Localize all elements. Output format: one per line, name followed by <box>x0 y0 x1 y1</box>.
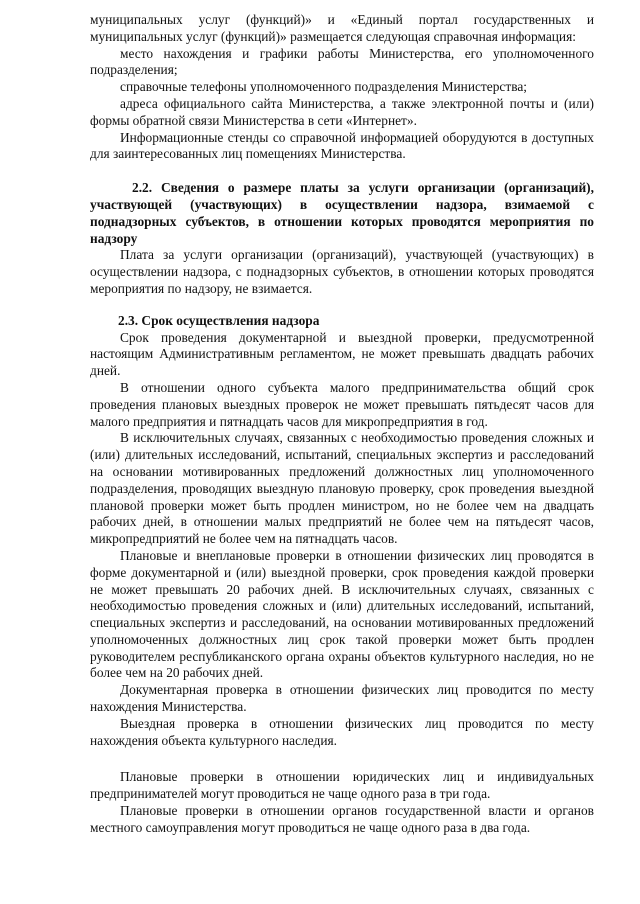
paragraph-info-stands: Информационные стенды со справочной информацией оборудуются в доступных для заинтересованных лиц помещениях Министерства. <box>90 129 594 162</box>
paragraph-government-bodies: Плановые проверки в отношении органов государственной власти и органов местного самоуправления могут проводиться не чаще одного раза в два года. <box>90 803 594 835</box>
paragraph-exceptional-cases: В исключительных случаях, связанных с необходимостью проведения сложных и (или) длительных исследований, испытаний, специальных экспертиз и расследований на основании мотивированных предложений должностных лиц уполномоченного подразделения, проводящих выездную плановую проверку, срок проведения выездной плановой проверки может быть продлен министром, но не более чем на двадцать рабочих дней, в отношении малых предприятий не более чем на пятьдесят часов, микропредприятий не более чем на пятнадцать часов. <box>90 430 594 547</box>
paragraph-addresses: адреса официального сайта Министерства, а также электронной почты и (или) формы обратной связи Министерства в сети «Интернет». <box>90 95 594 128</box>
spacer <box>90 298 594 313</box>
document-page <box>90 12 594 837</box>
paragraph-location-schedule: место нахождения и графики работы Министерства, его уполномоченного подразделения; <box>90 45 594 78</box>
paragraph-inspection-term: Срок проведения документарной и выездной проверки, предусмотренной настоящим Административным регламентом, не может превышать двадцать рабочих дней. <box>90 329 594 379</box>
paragraph-documentary-check: Документарная проверка в отношении физических лиц проводится по месту нахождения Министерства. <box>90 682 594 715</box>
paragraph-field-check: Выездная проверка в отношении физических лиц проводится по месту нахождения объекта культурного наследия. <box>90 715 594 748</box>
spacer <box>90 749 594 769</box>
section-heading-2-2: 2.2. Сведения о размере платы за услуги организации (организаций), участвующей (участвующих) в осуществлении надзора, взимаемой с поднадзорных субъектов, в отношении которых проводятся мероприятия по надзору <box>90 180 594 246</box>
paragraph-portal-info: муниципальных услуг (функций)» и «Единый портал государственных и муниципальных услуг (функций)» размещается следующая справочная информация: <box>90 12 594 44</box>
paragraph-fee: Плата за услуги организации (организаций), участвующей (участвующих) в осуществлении надзора, с поднадзорных субъектов, в отношении которых проводятся мероприятия по надзору, не взимается. <box>90 247 594 296</box>
paragraph-small-business: В отношении одного субъекта малого предпринимательства общий срок проведения плановых выездных проверок не может превышать пятьдесят часов для малого предприятия и пятнадцать часов для микропредприятия в год. <box>90 379 594 429</box>
paragraph-phones: справочные телефоны уполномоченного подразделения Министерства; <box>120 79 528 95</box>
paragraph-individuals: Плановые и внеплановые проверки в отношении физических лиц проводятся в форме документарной и (или) выездной проверки, срок проведения каждой проверки не может превышать 20 рабочих дней. В исключительных случаях, связанных с необходимостью проведения сложных и (или) длительных исследований, испытаний, специальных экспертиз и расследований, на основании мотивированных предложений уполномоченных должностных лиц срок такой проверки может быть продлен руководителем республиканского органа охраны объектов культурного наследия, но не более чем на 20 рабочих дней. <box>90 547 594 681</box>
paragraph-legal-entities: Плановые проверки в отношении юридических лиц и индивидуальных предпринимателей могут проводиться не чаще одного раза в три года. <box>90 769 594 802</box>
spacer <box>90 163 594 180</box>
section-heading-2-3: 2.3. Срок осуществления надзора <box>118 312 320 328</box>
